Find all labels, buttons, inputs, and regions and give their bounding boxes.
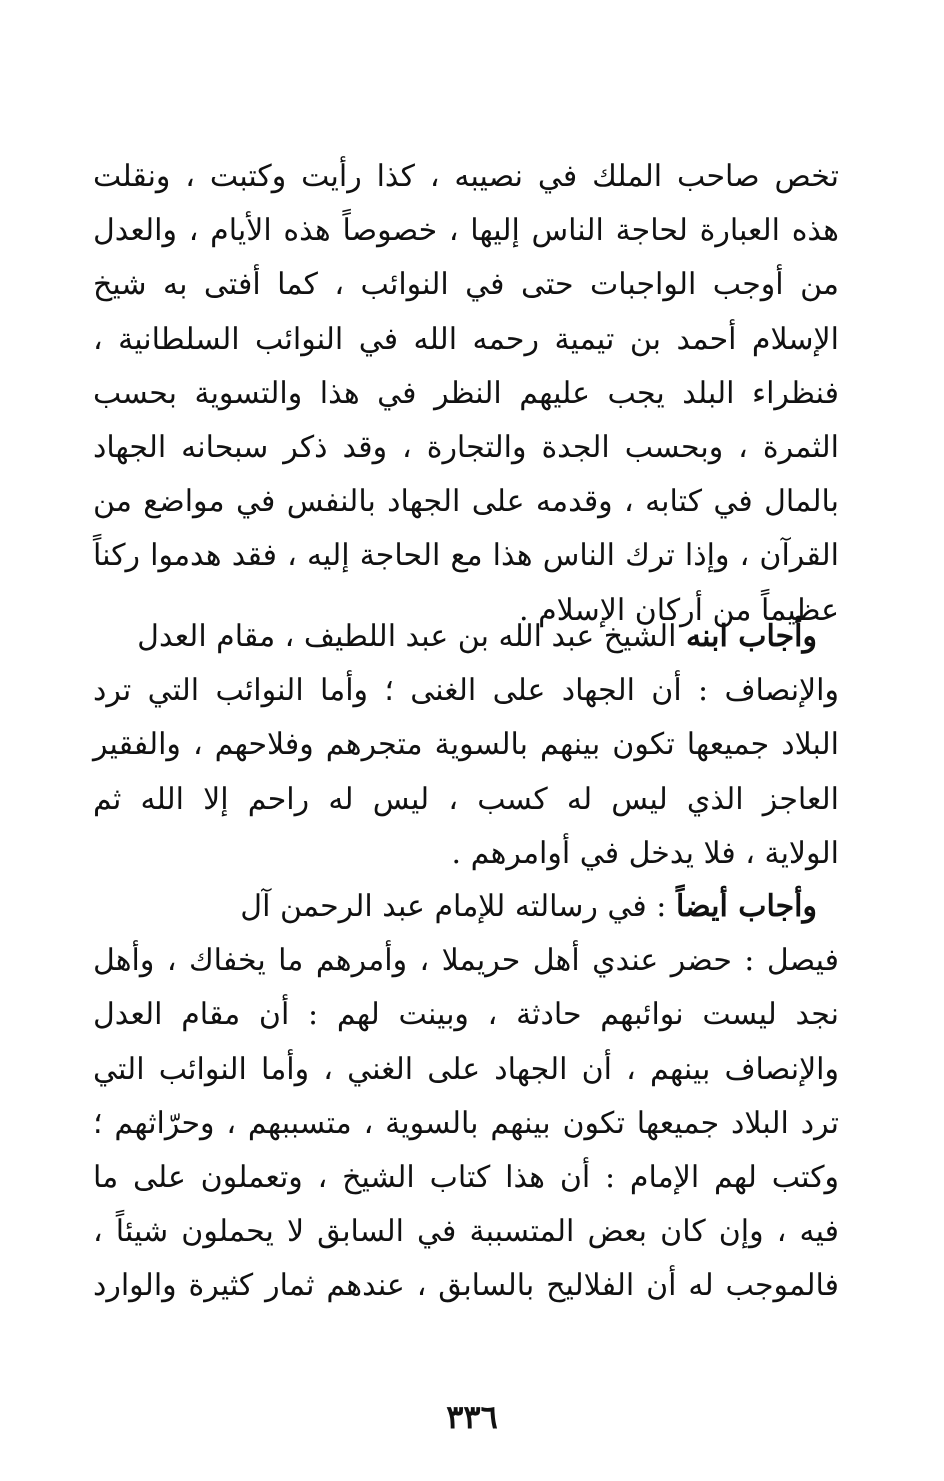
text-line: فنظراء البلد يجب عليهم النظر في هذا والتسوية بحسب (93, 375, 839, 411)
text-line: فيصل : حضر عندي أهل حريملا ، وأمرهم ما يخفاك ، وأهل (93, 943, 839, 979)
text-line: والإنصاف : أن الجهاد على الغنى ؛ وأما النوائب التي ترد (93, 673, 839, 709)
page-number: ٣٣٦ (446, 1398, 498, 1436)
paragraph-3 (93, 880, 839, 1314)
paragraph-2 (93, 610, 839, 881)
text-line-first (93, 880, 839, 934)
text-line: البلاد جميعها تكون بينهم بالسوية متجرهم وفلاحهم ، والفقير (93, 727, 839, 763)
text-line-rest: الشيخ عبد الله بن عبد اللطيف ، مقام العدل (137, 619, 686, 654)
text-line: الإسلام أحمد بن تيمية رحمه الله في النوائب السلطانية ، (93, 321, 839, 357)
text-line: الثمرة ، وبحسب الجدة والتجارة ، وقد ذكر سبحانه الجهاد (93, 429, 839, 465)
text-line: الولاية ، فلا يدخل في أوامرهم . (451, 835, 839, 871)
text-line: القرآن ، وإذا ترك الناس هذا مع الحاجة إليه ، فقد هدموا ركناً (93, 538, 839, 574)
paragraph-lead: وأجاب أيضاً (675, 889, 817, 924)
text-line: تخص صاحب الملك في نصيبه ، كذا رأيت وكتبت ، ونقلت (93, 159, 839, 194)
text-line: وكتب لهم الإمام : أن هذا كتاب الشيخ ، وتعملون على ما (93, 1159, 839, 1195)
text-line: فالموجب له أن الفلاليح بالسابق ، عندهم ثمار كثيرة والوارد (93, 1268, 839, 1304)
paragraph-lead: وأجاب ابنه (685, 619, 817, 654)
text-line: العاجز الذي ليس له كسب ، ليس له راحم إلا الله ثم (93, 781, 839, 817)
text-line: نجد ليست نوائبهم حادثة ، وبينت لهم : أن مقام العدل (93, 997, 839, 1033)
text-line-first (93, 610, 839, 664)
text-line: عظيماً من أركان الإسلام . (519, 592, 839, 628)
text-line: والإنصاف بينهم ، أن الجهاد على الغني ، وأما النوائب التي (93, 1051, 839, 1087)
text-line: هذه العبارة لحاجة الناس إليها ، خصوصاً هذه الأيام ، والعدل (93, 213, 839, 249)
text-line: من أوجب الواجبات حتى في النوائب ، كما أفتى به شيخ (93, 267, 839, 303)
text-line: فيه ، وإن كان بعض المتسببة في السابق لا يحملون شيئاً ، (93, 1214, 839, 1250)
text-line-rest: : في رسالته للإمام عبد الرحمن آل (240, 889, 676, 924)
text-line: بالمال في كتابه ، وقدمه على الجهاد بالنفس في مواضع من (93, 484, 839, 520)
text-line: ترد البلاد جميعها تكون بينهم بالسوية ، متسببهم ، وحرّاثهم ؛ (93, 1105, 839, 1141)
paragraph-1 (93, 150, 839, 638)
